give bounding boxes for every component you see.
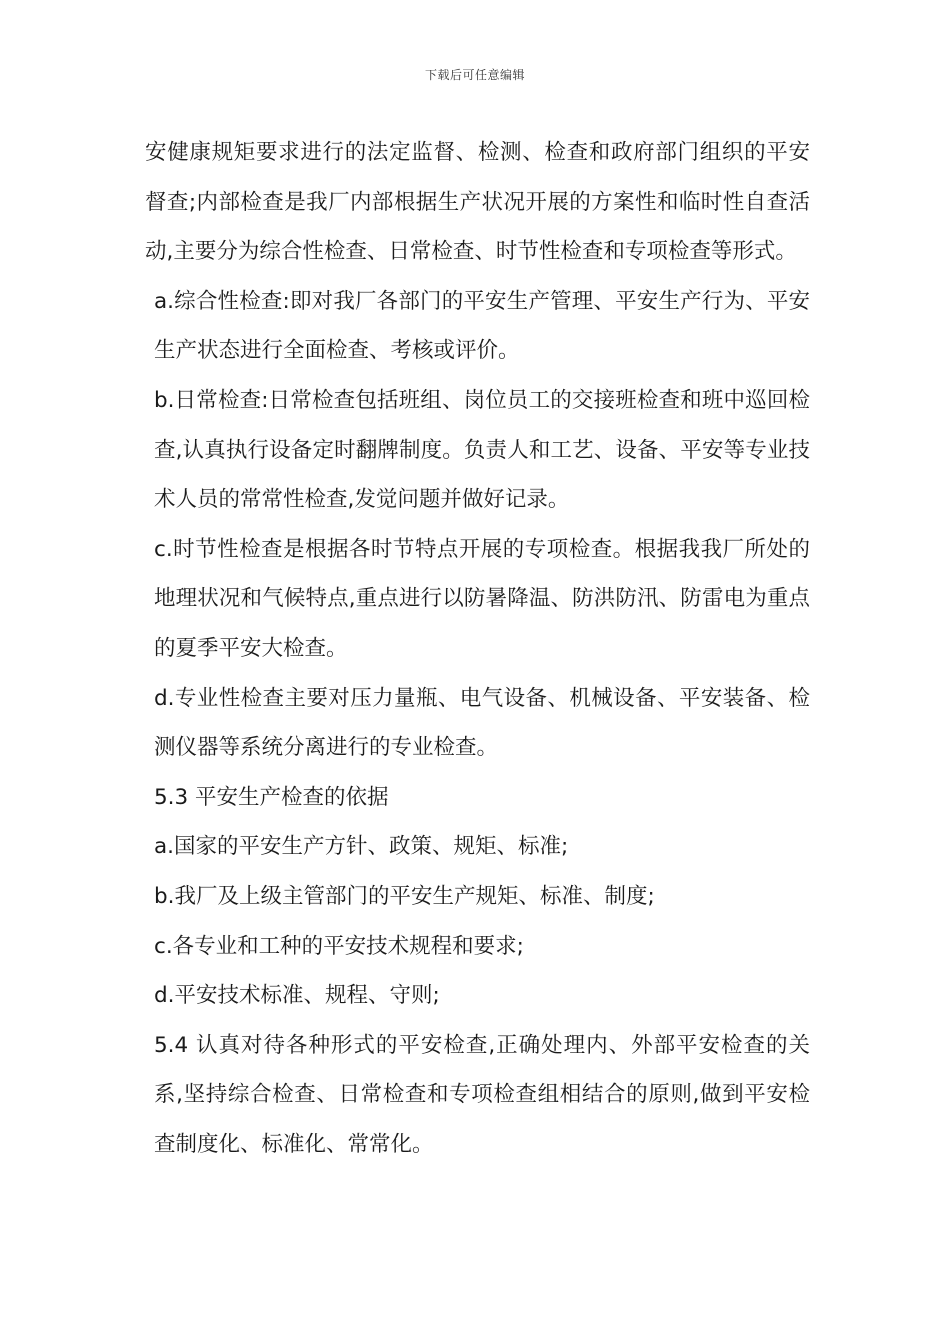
paragraph-item-d-professional: d.专业性检查主要对压力量瓶、电气设备、机械设备、平安装备、检测仪器等系统分离进行的专业检查。 (154, 685, 810, 761)
page-header: 下载后可任意编辑 (424, 68, 525, 82)
basis-item-a: a.国家的平安生产方针、政策、规矩、标准; (154, 834, 569, 860)
paragraph-item-a-comprehensive: a.综合性检查:即对我厂各部门的平安生产管理、平安生产行为、平安生产状态进行全面检查、考核或评价。 (154, 288, 810, 364)
section-paragraph-5-4: 5.4 认真对待各种形式的平安检查,正确处理内、外部平安检查的关系,坚持综合检查、日常检查和专项检查组相结合的原则,做到平安检查制度化、标准化、常常化。 (154, 1032, 810, 1157)
paragraph-continuation: 安健康规矩要求进行的法定监督、检测、检查和政府部门组织的平安督查;内部检查是我厂内部根据生产状况开展的方案性和临时性自查活动,主要分为综合性检查、日常检查、时节性检查和专项检查等形式。 (145, 140, 810, 265)
basis-item-d: d.平安技术标准、规程、守则; (154, 983, 440, 1009)
document-body (145, 128, 810, 1169)
basis-item-c: c.各专业和工种的平安技术规程和要求; (154, 933, 524, 959)
paragraph-item-b-daily: b.日常检查:日常检查包括班组、岗位员工的交接班检查和班中巡回检查,认真执行设备定时翻牌制度。负责人和工艺、设备、平安等专业技术人员的常常性检查,发觉问题并做好记录。 (154, 387, 810, 513)
section-heading-5-3: 5.3 平安生产检查的依据 (154, 784, 389, 810)
basis-item-b: b.我厂及上级主管部门的平安生产规矩、标准、制度; (154, 883, 655, 909)
paragraph-item-c-seasonal: c.时节性检查是根据各时节特点开展的专项检查。根据我我厂所处的地理状况和气候特点,重点进行以防暑降温、防洪防汛、防雷电为重点的夏季平安大检查。 (154, 536, 810, 661)
